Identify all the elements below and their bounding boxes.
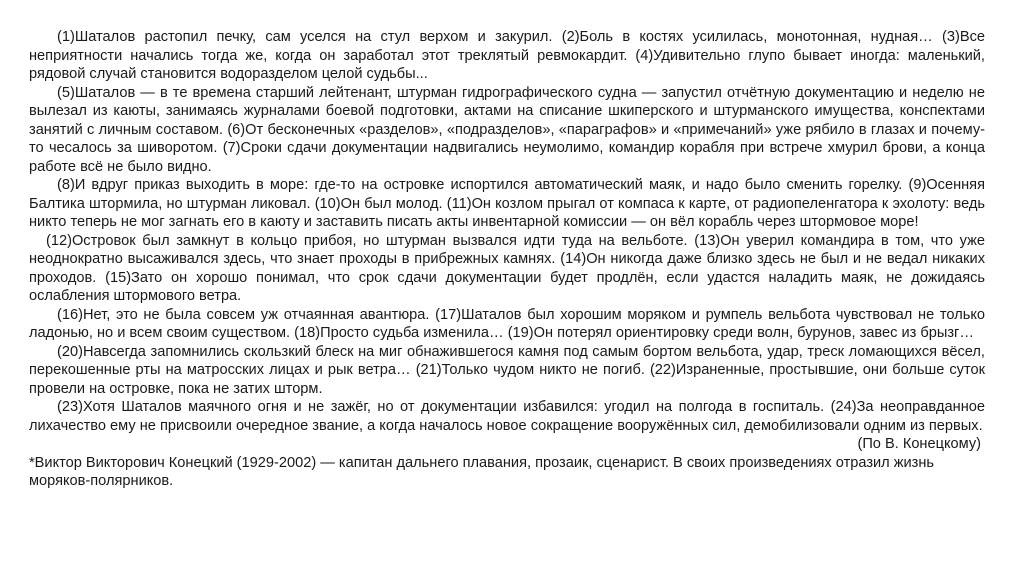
- paragraph-2: (5)Шаталов — в те времена старший лейтенант, штурман гидрографического судна — запустил отчётную документацию и неделю не вылезал из каюты, занимаясь журналами боевой подготовки, актами на списание шкиперского и штурманского имущества, конспектами занятий с личным составом. (6)От бесконечных «разделов», «подразделов», «параграфов» и «примечаний» уже рябило в глазах и почему-то чесалось за шиворотом. (7)Сроки сдачи документации надвигались неумолимо, командир корабля при встрече хмурил брови, а конца работе всё не было видно.: [29, 84, 985, 175]
- paragraph-1: (1)Шаталов растопил печку, сам уселся на стул верхом и закурил. (2)Боль в костях усилилась, монотонная, нудная… (3)Все неприятности начались тогда же, когда он заработал этот треклятый ревмокардит. (4)Удивительно глупо бывает иногда: маленький, рядовой случай становится водоразделом целой судьбы...: [29, 29, 985, 82]
- source-attribution: (По В. Конецкому): [857, 436, 981, 452]
- paragraph-7: (23)Хотя Шаталов маячного огня и не зажёг, но от документации избавился: угодил на полгода в госпиталь. (24)За неоправданное лихачество ему не присвоили очередное звание, а когда началось новое сокращение вооружённых сил, демобилизовали одним из первых.: [29, 399, 985, 434]
- text-document: [29, 28, 985, 491]
- paragraph-3: (8)И вдруг приказ выходить в море: где-то на островке испортился автоматический маяк, и надо было сменить горелку. (9)Осенняя Балтика штормила, но штурман ликовал. (10)Он был молод. (11)Он козлом прыгал от компаса к карте, от радиопеленгатора к эхолоту: ведь никто теперь не мог загнать его в каюту и заставить писать акты инвентарной комиссии — он вёл корабль через штормовое море!: [29, 177, 985, 230]
- paragraph-6: (20)Навсегда запомнились скользкий блеск на миг обнажившегося камня под самым бортом вельбота, удар, треск ломающихся вёсел, перекошенные рты на матросских лицах и рык ветра… (21)Только чудом никто не погиб. (22)Израненные, простывшие, они больше суток провели на островке, пока не затих шторм.: [29, 343, 985, 397]
- author-footnote: *Виктор Викторович Конецкий (1929-2002) — капитан дальнего плавания, прозаик, сценарист. В своих произведениях отразил жизнь моряков-полярников.: [29, 454, 935, 489]
- paragraph-4: (12)Островок был замкнут в кольцо прибоя, но штурман вызвался идти туда на вельботе. (13)Он уверил командира в том, что уже неоднократно высаживался здесь, что знает проходы в прибрежных камнях. (14)Он никогда даже близко здесь не был и не ведал никаких проходов. (15)Зато он хорошо понимал, что срок сдачи документации будет продлён, если удастся наладить маяк, не дожидаясь ослабления штормового ветра.: [29, 232, 985, 304]
- paragraph-5: (16)Нет, это не была совсем уж отчаянная авантюра. (17)Шаталов был хорошим моряком и румпель вельбота чувствовал не только ладонью, но и всем своим существом. (18)Просто судьба изменила… (19)Он потерял ориентировку среди волн, бурунов, завес из брызг…: [29, 306, 985, 341]
